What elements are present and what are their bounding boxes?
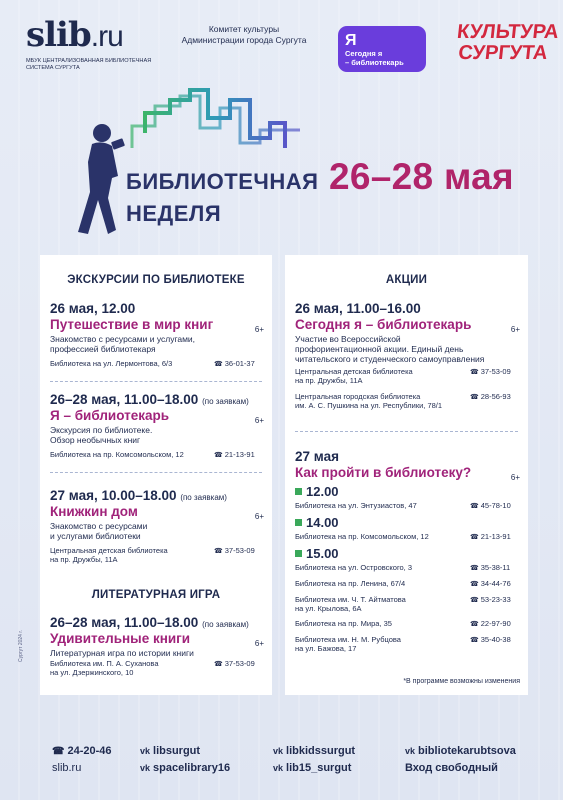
- slot-place: Библиотека на ул. Островского, 3: [295, 563, 413, 572]
- time-slot-2: 14.00: [295, 515, 520, 530]
- age-badge: 6+: [510, 325, 520, 334]
- slot-place: Библиотека на пр. Ленина, 67/4: [295, 579, 406, 588]
- vk-link-libkidssurgut[interactable]: vk libkidssurgut: [273, 743, 355, 760]
- vk-link-bibliotekarubtsova[interactable]: vk bibliotekarubtsova: [405, 743, 516, 760]
- kultura-line1: КУЛЬТУРА: [456, 21, 560, 43]
- vk-link-libsurgut[interactable]: vk libsurgut: [140, 743, 230, 760]
- section-literary-game-heading: ЛИТЕРАТУРНАЯ ИГРА: [91, 589, 221, 601]
- free-entry: Вход свободный: [405, 762, 498, 774]
- event-desc-1: Литературная игра по истории книги: [50, 648, 194, 658]
- event-phone[interactable]: ☎ 36-01-37: [214, 359, 264, 369]
- slot-place-b: на ул. Крылова, 6А: [295, 604, 362, 613]
- divider: [295, 431, 518, 432]
- event-title: Удивительные книги: [50, 631, 191, 646]
- kultura-line2: СУРГУТА: [457, 42, 549, 64]
- time-slot-1: 12.00: [295, 484, 520, 499]
- event-phone[interactable]: ☎ 37-53-09: [214, 546, 264, 564]
- green-square-icon: [295, 488, 302, 495]
- event-desc-1: Экскурсия по библиотеке.: [50, 425, 153, 435]
- age-badge: 6+: [254, 512, 264, 521]
- today-mark: Я: [345, 32, 357, 49]
- slot-place-a: Библиотека им. Н. М. Рубцова: [295, 635, 401, 644]
- event-date: 26 мая, 11.00–16.00: [295, 301, 421, 316]
- slot-place: Библиотека на пр. Мира, 35: [295, 619, 392, 628]
- footer-col-vk1: [140, 743, 230, 777]
- event-amazing-books: [50, 615, 264, 677]
- hero-dates: 26–28 мая: [329, 156, 514, 197]
- event-date-row: [50, 392, 264, 407]
- event-desc-2: Обзор необычных книг: [50, 435, 141, 445]
- event-title: Путешествие в мир книг: [50, 317, 214, 332]
- actions-panel: [285, 255, 528, 695]
- hero-title-line2: НЕДЕЛЯ: [126, 201, 222, 226]
- event-title: Сегодня я – библиотекарь: [295, 317, 472, 332]
- vk-link-lib15[interactable]: vk lib15_surgut: [273, 760, 355, 777]
- logo-tld: .ru: [90, 20, 123, 53]
- section-actions-heading: АКЦИИ: [385, 274, 428, 286]
- footer-col-contacts: [52, 743, 112, 777]
- footer-col-vk2: [273, 743, 355, 777]
- footer-site[interactable]: slib.ru: [52, 762, 82, 774]
- event-place-2: на пр. Дружбы, 11А: [50, 555, 118, 564]
- event-phone[interactable]: ☎ 21-13-91: [214, 450, 264, 460]
- logo-org: МБУК ЦЕНТРАЛИЗОВАННАЯ БИБЛИОТЕЧНАЯ СИСТЕМА СУРГУТА: [26, 58, 152, 71]
- slot-place: Библиотека на ул. Энтузиастов, 47: [295, 501, 417, 510]
- event-desc-2: и услугами библиотеки: [50, 531, 141, 541]
- program-disclaimer: *В программе возможны изменения: [403, 678, 520, 685]
- committee: [178, 24, 310, 46]
- slot-place-b: на ул. Бажова, 17: [295, 644, 357, 653]
- slot-phone[interactable]: ☎ 53-23-33: [470, 595, 520, 613]
- event-title: Как пройти в библиотеку?: [295, 465, 472, 480]
- slot-phone[interactable]: ☎ 21-13-91: [470, 532, 520, 542]
- age-badge: 6+: [510, 473, 520, 482]
- event-place: Библиотека на ул. Лермонтова, 6/3: [50, 359, 173, 368]
- event-date: 26–28 мая, 11.00–18.00: [50, 615, 199, 630]
- event-desc-2: профориентационной акции. Единый день: [295, 344, 464, 354]
- event-place-1a: Центральная детская библиотека: [295, 367, 413, 376]
- slot-place-a: Библиотека им. Ч. Т. Айтматова: [295, 595, 406, 604]
- hero-title-line1: БИБЛИОТЕЧНАЯ: [126, 169, 319, 194]
- today-line1: Сегодня я: [345, 49, 383, 58]
- slot-phone[interactable]: ☎ 35-38-11: [470, 563, 520, 573]
- slot-phone[interactable]: ☎ 34-44-76: [470, 579, 520, 589]
- committee-line1: Комитет культуры: [208, 24, 280, 34]
- event-place-1: Библиотека им. П. А. Суханова: [50, 659, 159, 668]
- event-place: Библиотека на пр. Комсомольском, 12: [50, 450, 184, 459]
- age-badge: 6+: [254, 325, 264, 334]
- event-date: 26–28 мая, 11.00–18.00: [50, 392, 199, 407]
- logo-word: slib: [26, 15, 91, 55]
- event-i-am-librarian: [50, 392, 264, 460]
- event-how-to-get: [295, 449, 520, 653]
- section-excursions-heading: ЭКСКУРСИИ ПО БИБЛИОТЕКЕ: [67, 274, 245, 286]
- event-today-librarian: [295, 301, 520, 410]
- event-desc-1: Знакомство с ресурсами и услугами,: [50, 334, 196, 344]
- committee-line2: Администрации города Сургута: [181, 35, 307, 45]
- green-square-icon: [295, 519, 302, 526]
- event-place-1: Центральная детская библиотека: [50, 546, 168, 555]
- event-note: (по заявкам): [180, 493, 227, 502]
- divider: [50, 472, 262, 473]
- event-book-house: [50, 488, 264, 564]
- age-badge: 6+: [254, 416, 264, 425]
- slot-phone[interactable]: ☎ 22-97-90: [470, 619, 520, 629]
- event-phone-2[interactable]: ☎ 28-56-93: [470, 392, 520, 410]
- excursions-panel: [40, 255, 272, 695]
- event-title: Я – библиотекарь: [50, 408, 170, 423]
- event-desc-1: Знакомство с ресурсами: [50, 521, 148, 531]
- event-place-1b: на пр. Дружбы, 11А: [295, 376, 363, 385]
- event-date: 27 мая, 10.00–18.00: [50, 488, 177, 503]
- event-place-2: на ул. Дзержинского, 10: [50, 668, 134, 677]
- event-date-row: [50, 488, 264, 503]
- slot-phone[interactable]: ☎ 45-78-10: [470, 501, 520, 511]
- event-desc-1: Участие во Всероссийской: [295, 334, 401, 344]
- time-slot-3: 15.00: [295, 546, 520, 561]
- kultura-surguta-logo: [454, 21, 560, 64]
- footer-phone[interactable]: ☎ 24-20-46: [52, 743, 112, 760]
- slot-phone[interactable]: ☎ 35-40-38: [470, 635, 520, 653]
- slot-place: Библиотека на пр. Комсомольском, 12: [295, 532, 429, 541]
- vk-link-spacelibrary16[interactable]: vk spacelibrary16: [140, 760, 230, 777]
- green-square-icon: [295, 550, 302, 557]
- slib-logo[interactable]: [26, 15, 176, 71]
- today-librarian-logo: [338, 26, 426, 72]
- side-note: Сургут 2024 г.: [18, 630, 24, 662]
- event-desc-3: читательского и студенческого самоуправления: [295, 354, 485, 364]
- event-journey-books: [50, 301, 264, 369]
- event-note: (по заявкам): [202, 397, 249, 406]
- event-date: 27 мая: [295, 449, 339, 464]
- event-place-2a: Центральная городская библиотека: [295, 392, 421, 401]
- hero-title: [126, 166, 318, 230]
- age-badge: 6+: [254, 639, 264, 648]
- event-date: 26 мая, 12.00: [50, 301, 136, 316]
- today-line2: – библиотекарь: [345, 58, 404, 67]
- event-place-2b: им. А. С. Пушкина на ул. Республики, 78/1: [295, 401, 443, 410]
- event-phone[interactable]: ☎ 37-53-09: [214, 659, 264, 677]
- divider: [50, 381, 262, 382]
- event-note: (по заявкам): [202, 620, 249, 629]
- footer-col-vk3: [405, 743, 516, 777]
- event-title: Книжкин дом: [50, 504, 138, 519]
- event-phone-1[interactable]: ☎ 37-53-09: [470, 367, 520, 385]
- event-desc-2: профессией библиотекаря: [50, 344, 156, 354]
- event-date-row: [50, 615, 264, 630]
- footer: [0, 735, 563, 800]
